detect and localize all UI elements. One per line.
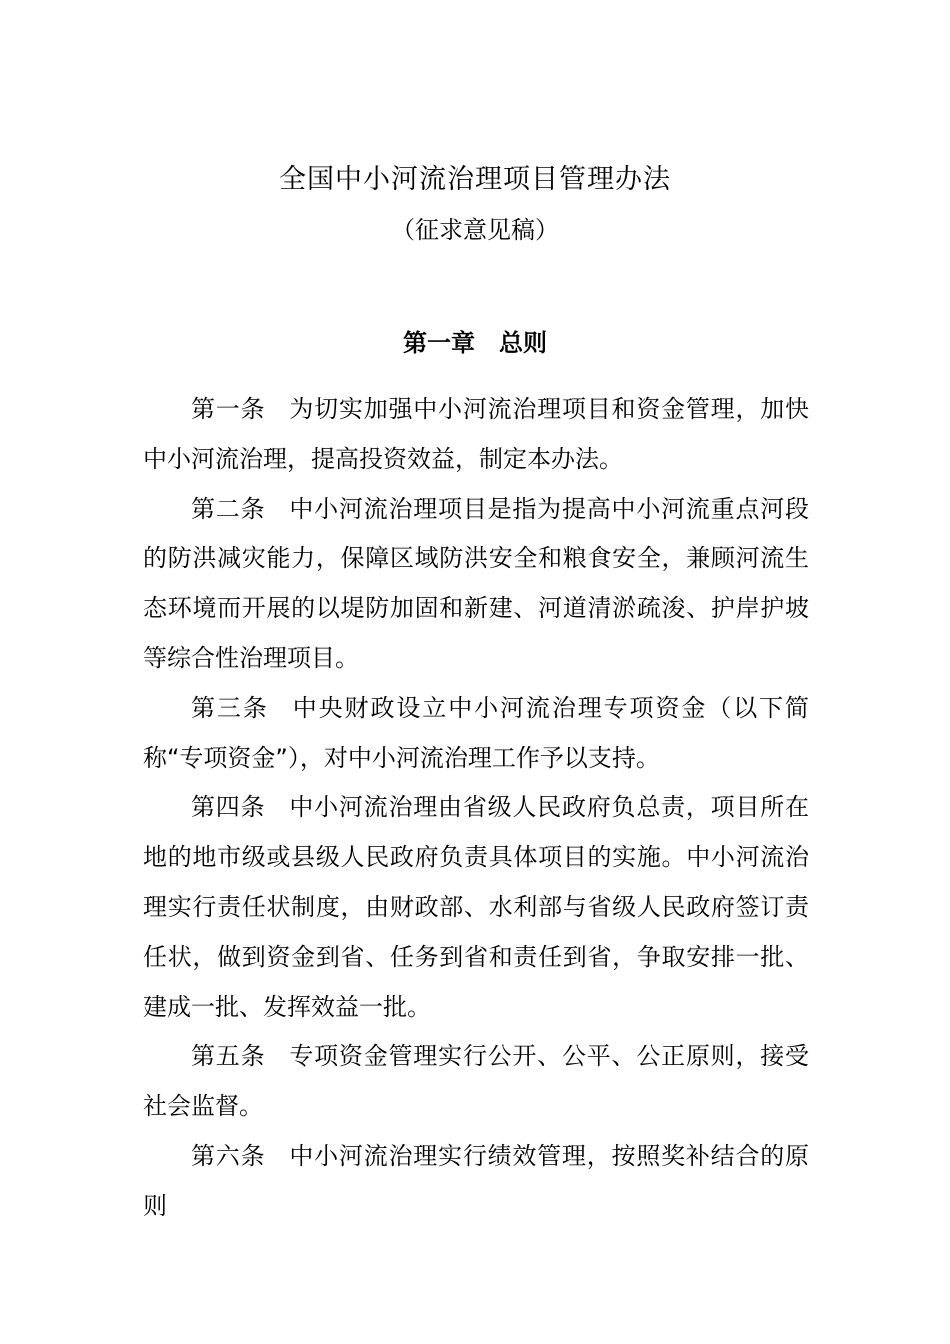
document-subtitle: （征求意见稿） xyxy=(391,216,559,244)
article-text: 中小河流治理项目是指为提高中小河流重点河段的防洪减灾能力，保障区域防洪安全和粮食安全，兼顾河流生态环境而开展的以堤防加固和新建、河道清淤疏浚、护岸护坡等综合性治理项目。 xyxy=(143,494,810,672)
article-1 xyxy=(143,385,809,485)
article-text: 专项资金管理实行公开、公平、公正原则，接受社会监督。 xyxy=(143,1042,810,1121)
chapter-heading xyxy=(0,324,950,362)
article-text: 中央财政设立中小河流治理专项资金（以下简称“专项资金”），对中小河流治理工作予以支持。 xyxy=(143,693,810,772)
article-number: 第二条 xyxy=(191,494,266,523)
chapter-name: 总则 xyxy=(499,329,547,357)
article-number: 第六条 xyxy=(191,1141,266,1170)
article-number: 第五条 xyxy=(191,1042,266,1071)
article-text: 中小河流治理实行绩效管理，按照奖补结合的原则 xyxy=(143,1141,810,1220)
article-2 xyxy=(143,485,809,684)
chapter-number: 第一章 xyxy=(403,329,475,357)
article-number: 第一条 xyxy=(191,395,266,423)
article-text: 为切实加强中小河流治理项目和资金管理，加快中小河流治理，提高投资效益，制定本办法。 xyxy=(143,395,810,473)
article-6 xyxy=(143,1132,809,1232)
article-number: 第四条 xyxy=(191,793,266,822)
document-body xyxy=(143,385,809,1232)
article-text: 中小河流治理由省级人民政府负总责，项目所在地的地市级或县级人民政府负责具体项目的实施。中小河流治理实行责任状制度，由财政部、水利部与省级人民政府签订责任状，做到资金到省、任务到省和责任到省，争取安排一批、建成一批、发挥效益一批。 xyxy=(143,793,810,1021)
article-number: 第三条 xyxy=(191,693,269,722)
article-3 xyxy=(143,684,809,784)
article-4 xyxy=(143,783,809,1032)
document-title: 全国中小河流治理项目管理办法 xyxy=(279,164,671,195)
article-5 xyxy=(143,1032,809,1132)
